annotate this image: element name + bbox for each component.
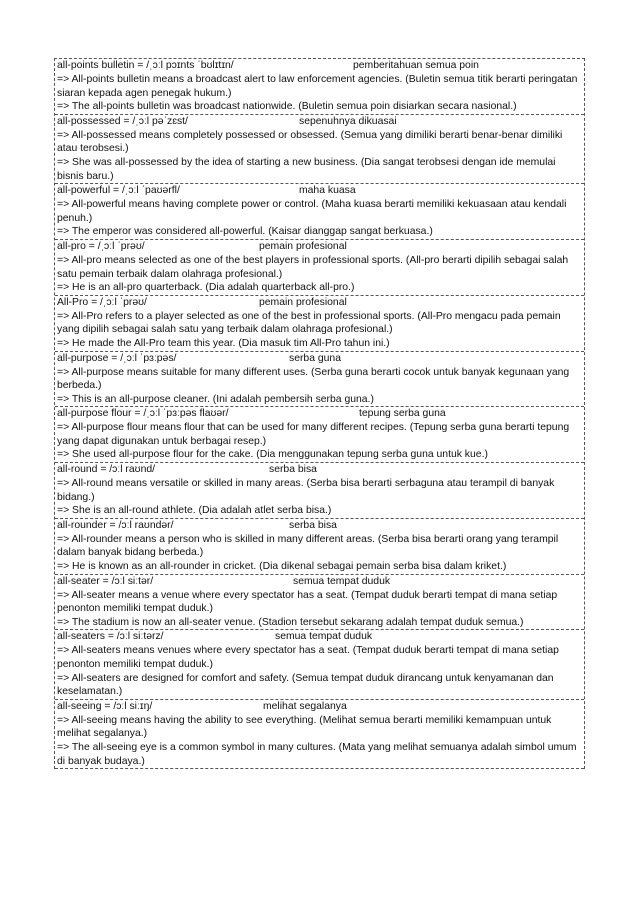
entry-term: all-seater = /ɔːl siːtər/: [57, 575, 154, 587]
glossary-entry: [55, 630, 584, 699]
glossary-entry: [55, 407, 584, 463]
entry-header: [57, 352, 582, 366]
entry-meaning: serba bisa: [269, 464, 317, 476]
entry-meaning: pemberitahuan semua poin: [353, 60, 479, 71]
entry-example: => She was all-possessed by the idea of starting a new business. (Dia sangat terobsesi dengan ide memulai bisnis baru.): [57, 156, 556, 182]
entry-meaning: pemain profesional: [259, 240, 347, 252]
entry-header: [57, 296, 582, 310]
entry-example: => This is an all-purpose cleaner. (Ini adalah pembersih serba guna.): [57, 393, 374, 405]
entry-example: => The all-points bulletin was broadcast nationwide. (Buletin semua poin disiarkan secara nasional.): [57, 101, 517, 113]
glossary-entry: [55, 352, 584, 408]
entry-definition: => All-purpose means suitable for many different uses. (Serba guna berarti cocok untuk banyak kegunaan yang berbeda.): [57, 366, 570, 392]
glossary-entry: [55, 115, 584, 184]
glossary-entry: [55, 700, 584, 769]
entry-definition: => All-seaters means venues where every spectator has a seat. (Tempat duduk berarti tempat di mana setiap penonton memiliki tempat duduk.): [57, 645, 559, 670]
entry-meaning: maha kuasa: [299, 185, 356, 197]
entry-meaning: sepenuhnya dikuasai: [299, 115, 397, 127]
entry-example: => She used all-purpose flour for the cake. (Dia menggunakan tepung serba guna untuk kue.): [57, 449, 488, 461]
glossary-list: [54, 58, 585, 769]
entry-definition: => All-purpose flour means flour that can be used for many different recipes. (Tepung serba guna berarti tepung yang dapat digunakan untuk berbagai resep.): [57, 422, 570, 447]
glossary-entry: [55, 575, 584, 631]
entry-definition: => All-seeing means having the ability to see everything. (Melihat semua berarti memiliki kemampuan untuk melihat segalanya.): [57, 714, 552, 740]
entry-header: [57, 463, 582, 477]
entry-header: [57, 519, 582, 533]
entry-example: => The emperor was considered all-powerful. (Kaisar dianggap sangat berkuasa.): [57, 226, 433, 238]
entry-definition: => All-pro means selected as one of the best players in professional sports. (All-pro berarti dipilih sebagai salah satu pemain terbaik dalam olahraga profesional.): [57, 254, 569, 280]
glossary-entry: [55, 463, 584, 519]
entry-meaning: semua tempat duduk: [293, 575, 391, 587]
entry-definition: => All-powerful means having complete power or control. (Maha kuasa berarti memiliki kekuasaan atau kendali penuh.): [57, 199, 567, 224]
entry-term: all-rounder = /ɔːl raʊndər/: [57, 519, 174, 531]
entry-term: all-seeing = /ɔːl siːɪŋ/: [57, 700, 153, 712]
entry-term: all-round = /ɔːl raʊnd/: [57, 464, 156, 476]
entry-definition: => All-round means versatile or skilled in many areas. (Serba bisa berarti serbaguna atau terampil di banyak bidang.): [57, 478, 555, 503]
entry-example: => The all-seeing eye is a common symbol in many cultures. (Mata yang melihat semuanya adalah simbol umum di banyak budaya.): [57, 741, 577, 767]
glossary-entry: [55, 296, 584, 352]
entry-term: all-powerful = /ˌɔːl ˈpaʊərfl/: [57, 185, 180, 197]
entry-header: [57, 630, 582, 644]
entry-definition: => All-possessed means completely possessed or obsessed. (Semua yang dimiliki berarti benar-benar dimiliki atau terobsesi.): [57, 129, 563, 155]
entry-example: => The stadium is now an all-seater venue. (Stadion tersebut sekarang adalah tempat duduk semua.): [57, 616, 524, 628]
entry-meaning: pemain profesional: [259, 296, 347, 308]
glossary-entry: [55, 240, 584, 296]
entry-definition: => All-rounder means a person who is skilled in many different areas. (Serba bisa berarti orang yang terampil dalam banyak bidang berbeda.): [57, 533, 559, 559]
entry-example: => He is an all-pro quarterback. (Dia adalah quarterback all-pro.): [57, 282, 355, 294]
entry-term: all-possessed = /ˌɔːl pəˈzɛst/: [57, 115, 188, 127]
entry-meaning: semua tempat duduk: [275, 631, 373, 643]
entry-example: => He made the All-Pro team this year. (Dia masuk tim All-Pro tahun ini.): [57, 337, 390, 349]
entry-term: All-Pro = /ˌɔːl ˈprəʊ/: [57, 296, 147, 308]
entry-header: [57, 575, 582, 589]
entry-example: => She is an all-round athlete. (Dia adalah atlet serba bisa.): [57, 505, 332, 517]
entry-header: [57, 407, 582, 421]
entry-term: all-purpose = /ˌɔːl ˈpɜːpəs/: [57, 352, 177, 364]
entry-definition: => All-Pro refers to a player selected as one of the best in professional sports. (All-Pro mengacu pada pemain yang dipilih sebagai salah satu yang terbaik dalam olahraga profesional.): [57, 310, 561, 336]
entry-term: all-pro = /ˌɔːl ˈprəʊ/: [57, 240, 145, 252]
entry-example: => All-seaters are designed for comfort and safety. (Semua tempat duduk dirancang untuk kenyamanan dan keselamatan.): [57, 672, 554, 698]
entry-definition: => All-points bulletin means a broadcast alert to law enforcement agencies. (Buletin semua titik berarti peringatan siaran kepada agen penegak hukum.): [57, 74, 578, 99]
glossary-entry: [55, 519, 584, 575]
entry-meaning: tepung serba guna: [359, 408, 446, 420]
entry-term: all-points bulletin = /ˌɔːl pɔɪnts ˈbʊlɪtɪn/: [57, 60, 234, 71]
entry-header: [57, 115, 582, 129]
entry-example: => He is known as an all-rounder in cricket. (Dia dikenal sebagai pemain serba bisa dalam kriket.): [57, 561, 507, 573]
glossary-entry: [55, 59, 584, 115]
entry-header: [57, 184, 582, 198]
entry-header: [57, 700, 582, 714]
entry-meaning: serba bisa: [289, 519, 337, 531]
entry-term: all-purpose flour = /ˌɔːl ˈpɜːpəs flaʊər/: [57, 408, 229, 420]
entry-definition: => All-seater means a venue where every spectator has a seat. (Tempat duduk berarti tempat di mana setiap penonton memiliki tempat duduk.): [57, 589, 558, 615]
entry-meaning: melihat segalanya: [263, 700, 347, 712]
entry-header: [57, 240, 582, 254]
entry-term: all-seaters = /ɔːl siːtərz/: [57, 631, 164, 643]
glossary-entry: [55, 184, 584, 240]
entry-header: [57, 59, 582, 73]
entry-meaning: serba guna: [289, 352, 341, 364]
